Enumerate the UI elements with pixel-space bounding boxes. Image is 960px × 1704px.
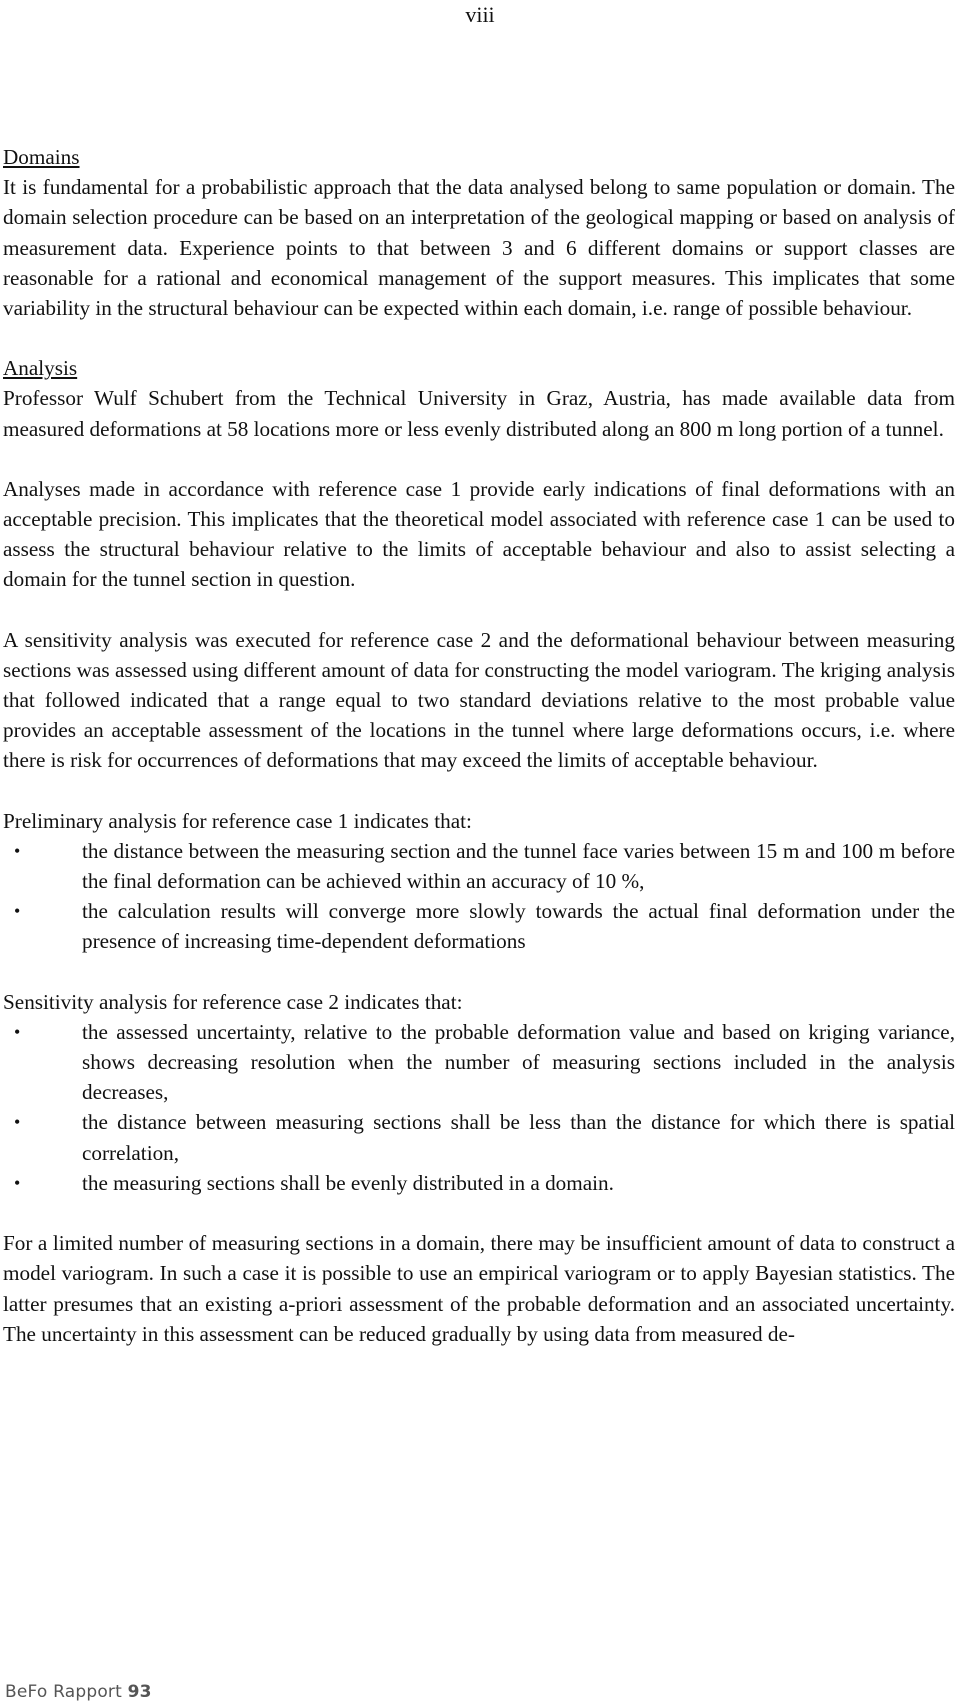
list-item-text: the assessed uncertainty, relative to the probable deformation value and based on kriging variance, shows decreasing resolution when the number of measuring sections included in the analysis decreases, — [82, 1019, 955, 1105]
sensitivity-case-2-list — [3, 1017, 955, 1198]
paragraph-limited: For a limited number of measuring sections in a domain, there may be insufficient amount of data to construct a model variogram. In such a case it is possible to use an empirical variogram or to apply Bayesian statistics. The latter presumes that an existing a-priori assessment of the probable deformation and an associated uncertainty. The uncertainty in this assessment can be reduced gradually by using data from measured de- — [3, 1231, 955, 1346]
list-item-text: the distance between the measuring section and the tunnel face varies between 15 m and 100 m before the final deformation can be achieved within an accuracy of 10 %, — [82, 838, 955, 894]
preliminary-intro: Preliminary analysis for reference case 1 indicates that: — [3, 808, 472, 833]
list-item — [3, 1107, 955, 1167]
footer-label: BeFo Rapport — [5, 1682, 122, 1702]
bullet-icon: • — [14, 1172, 21, 1193]
bullet-icon: • — [14, 1021, 21, 1042]
heading-domains: Domains — [3, 145, 80, 169]
section-reference-case-1 — [3, 474, 955, 595]
list-item — [3, 896, 955, 956]
paragraph-analysis: Professor Wulf Schubert from the Technical University in Graz, Austria, has made available data from measured deformations at 58 locations more or less evenly distributed along an 800 m long portion of a tunnel. — [3, 386, 955, 441]
bullet-icon: • — [14, 1112, 21, 1133]
paragraph-sensitivity: A sensitivity analysis was executed for reference case 2 and the deformational behaviour between measuring sections was assessed using different amount of data for constructing the model variogram. The kriging analysis that followed indicated that a range equal to two standard deviations relative to the most probable value provides an acceptable assessment of the locations in the tunnel where large deformations occurs, i.e. where there is risk for occurrences of deformations that may exceed the limits of acceptable behaviour. — [3, 627, 955, 773]
document-body — [3, 142, 955, 1379]
list-item-text: the measuring sections shall be evenly distributed in a domain. — [82, 1170, 614, 1195]
bullet-icon: • — [14, 901, 21, 922]
section-preliminary — [3, 806, 955, 957]
list-item — [3, 836, 955, 896]
list-item — [3, 1017, 955, 1108]
section-analysis — [3, 353, 955, 444]
heading-analysis: Analysis — [3, 356, 78, 381]
section-limited — [3, 1228, 955, 1349]
section-domains — [3, 142, 955, 323]
list-item-text: the distance between measuring sections shall be less than the distance for which there is spatial correlation, — [82, 1110, 955, 1165]
page-number: viii — [465, 2, 495, 27]
section-sensitivity — [3, 625, 955, 776]
sensitivity-case-2-intro: Sensitivity analysis for reference case 2 indicates that: — [3, 989, 463, 1014]
bullet-icon: • — [14, 840, 21, 861]
paragraph-domains: It is fundamental for a probabilistic approach that the data analysed belong to same population or domain. The domain selection procedure can be based on an interpretation of the geological mapping or based on analysis of measurement data. Experience points to that between 3 and 6 different domains or support classes are reasonable for a rational and economical management of the support measures. This implicates that some variability in the structural behaviour can be expected within each domain, i.e. range of possible behaviour. — [3, 175, 955, 321]
list-item-text: the calculation results will converge more slowly towards the actual final deformation under the presence of increasing time-dependent deformations — [82, 899, 955, 954]
preliminary-list — [3, 836, 955, 957]
section-sensitivity-case-2 — [3, 987, 955, 1198]
footer-page-number: 93 — [127, 1682, 152, 1702]
footer — [5, 1681, 152, 1703]
paragraph-reference-case-1: Analyses made in accordance with reference case 1 provide early indications of final deformations with an acceptable precision. This implicates that the theoretical model associated with reference case 1 can be used to assess the structural behaviour relative to the limits of acceptable behaviour and also to assist selecting a domain for the tunnel section in question. — [3, 476, 955, 592]
list-item — [3, 1168, 955, 1198]
